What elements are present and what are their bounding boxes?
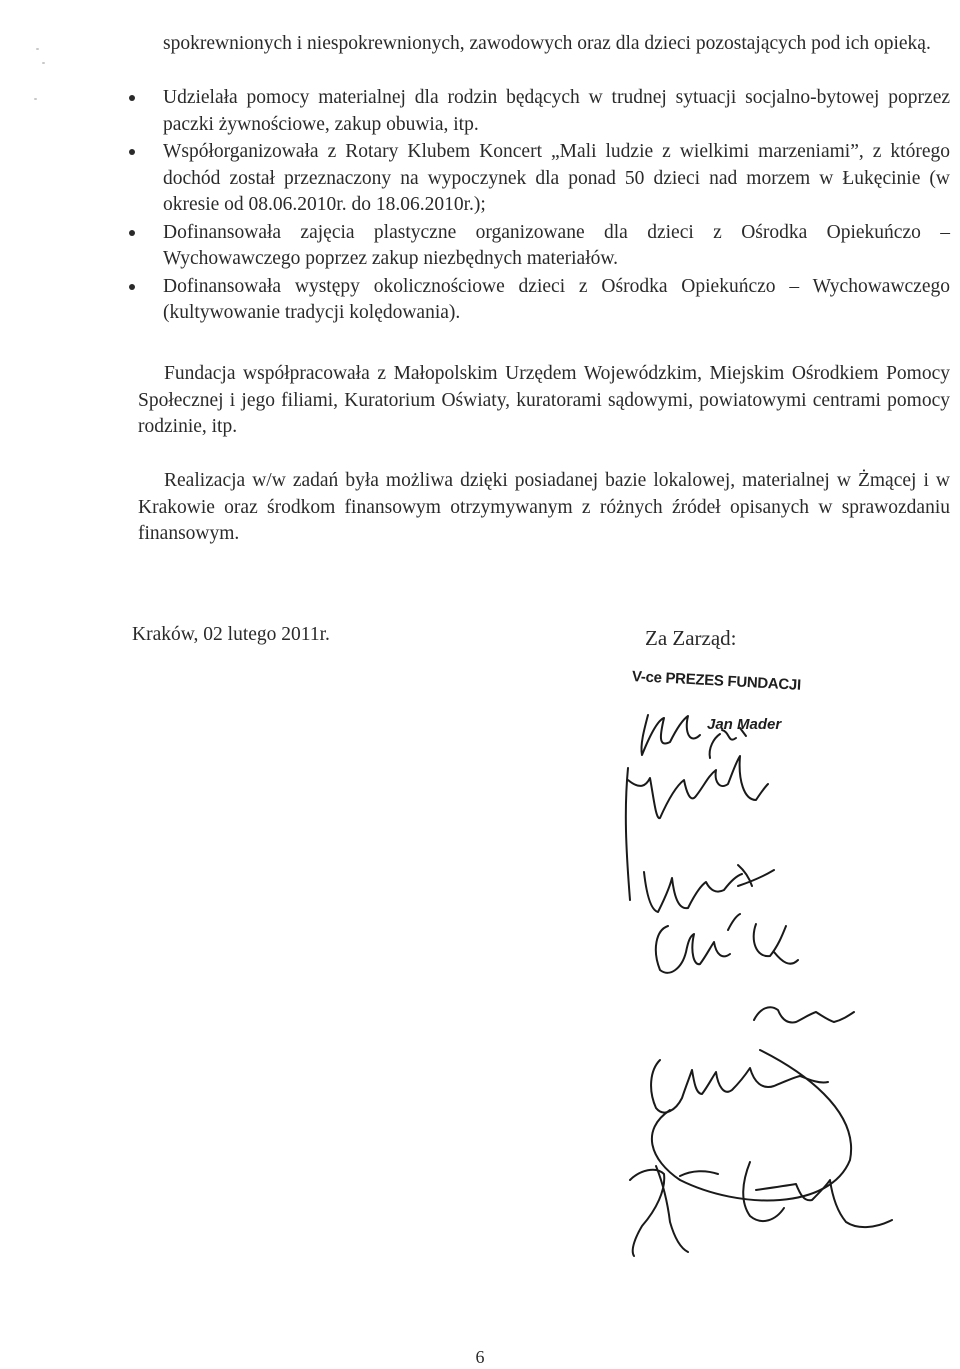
bullet-list [163,85,950,327]
place-date: Kraków, 02 lutego 2011r. [132,624,330,645]
scan-speck [42,62,45,64]
continuation-text [163,31,950,58]
bullet-item [163,139,950,219]
scan-speck [36,48,39,50]
bullet-text: Dofinansowała występy okolicznościowe dzieci z Ośrodka Opiekuńczo – Wychowawczego (kultywowanie tradycji kolędowania). [163,275,950,323]
cooperation-paragraph: Fundacja współpracowała z Małopolskim Urzędem Wojewódzkim, Miejskim Ośrodkiem Pomocy Społecznej i jego filiami, Kuratorium Oświaty, kuratorami sądowymi, powiatowymi centrami pomocy rodzinie, itp. [138,363,950,437]
bullet-text: Dofinansowała zajęcia plastyczne organizowane dla dzieci z Ośrodka Opiekuńczo – Wychowawczego poprzez zakup niezbędnych materiałów. [163,221,950,269]
signature-vice-president [641,715,700,755]
bullet-icon [129,95,135,101]
board-label: Za Zarząd: [645,626,737,650]
signature-3 [644,865,774,912]
stamp-name: Jan Mader [707,716,782,733]
bullet-text: Współorganizowała z Rotary Klubem Koncert „Mali ludzie z wielkimi marzeniami”, z którego dochód został przeznaczony na wypoczynek dla ponad 50 dzieci nad morzem w Łukęcinie (w okresie od 08.06.2010r. do 18.06.2010r.); [163,141,950,215]
signature-4 [656,914,798,973]
bullet-icon [129,284,135,290]
bullet-icon [129,149,135,155]
bullet-item [163,220,950,273]
scan-speck [34,98,37,100]
signature-5 [754,1007,854,1022]
continuation-paragraph: spokrewnionych i niespokrewnionych, zawodowych oraz dla dzieci pozostających pod ich opieką. [163,33,931,54]
realization-paragraph: Realizacja w/w zadań była możliwa dzięki posiadanej bazie lokalowej, materialnej w Żmącej i w Krakowie oraz środkom finansowym otrzymywanym z różnych źródeł opisanych w sprawozdaniu finansowym. [138,470,950,544]
signatures-group [560,690,920,1290]
page-number: 6 [475,1347,485,1367]
bullet-icon [129,230,135,236]
bullet-item [163,85,950,138]
signature-7 [630,1162,892,1256]
signature-2 [626,756,768,900]
signature-6 [651,1060,828,1113]
bullet-item [163,274,950,327]
signature-vice-president-tail [710,728,746,758]
bullet-text: Udzielała pomocy materialnej dla rodzin będących w trudnej sytuacji socjalno-bytowej poprzez paczki żywnościowe, zakup obuwia, itp. [163,87,950,135]
stamp-title: V-ce PREZES FUNDACJI [631,668,802,694]
